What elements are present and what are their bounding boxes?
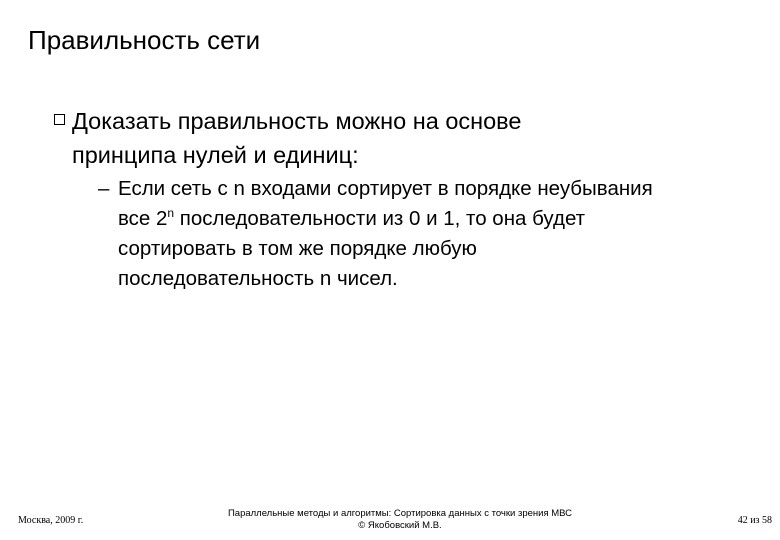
sub-bullet-line: последовательность n чисел. [118, 267, 398, 290]
sub-bullet-text [118, 174, 758, 294]
slide-title: Правильность сети [28, 25, 261, 55]
sub-bullet-line-part: все 2 [118, 207, 168, 230]
main-bullet-text [72, 104, 632, 172]
checkbox-square-icon [54, 114, 65, 125]
footer-author: © Якобовский М.В. [358, 520, 442, 531]
footer-course-title: Параллельные методы и алгоритмы: Сортировка данных с точки зрения МВС [227, 508, 573, 519]
sub-bullet-line [118, 204, 758, 234]
sub-bullet-line: Если сеть с n входами сортирует в порядке неубывания [118, 177, 653, 200]
slide-number: 42 из 58 [737, 515, 772, 526]
superscript-n: n [167, 206, 175, 221]
sub-bullet-line-part: последовательности из 0 и 1, то она будет [174, 207, 586, 230]
main-bullet-line: Доказать правильность можно на основе [72, 108, 522, 134]
footer-course-info [170, 508, 630, 532]
dash-icon: – [98, 177, 110, 200]
main-bullet-line: принципа нулей и единиц: [72, 142, 359, 168]
footer-location-date: Москва, 2009 г. [18, 515, 84, 526]
sub-bullet-line: сортировать в том же порядке любую [118, 237, 477, 260]
